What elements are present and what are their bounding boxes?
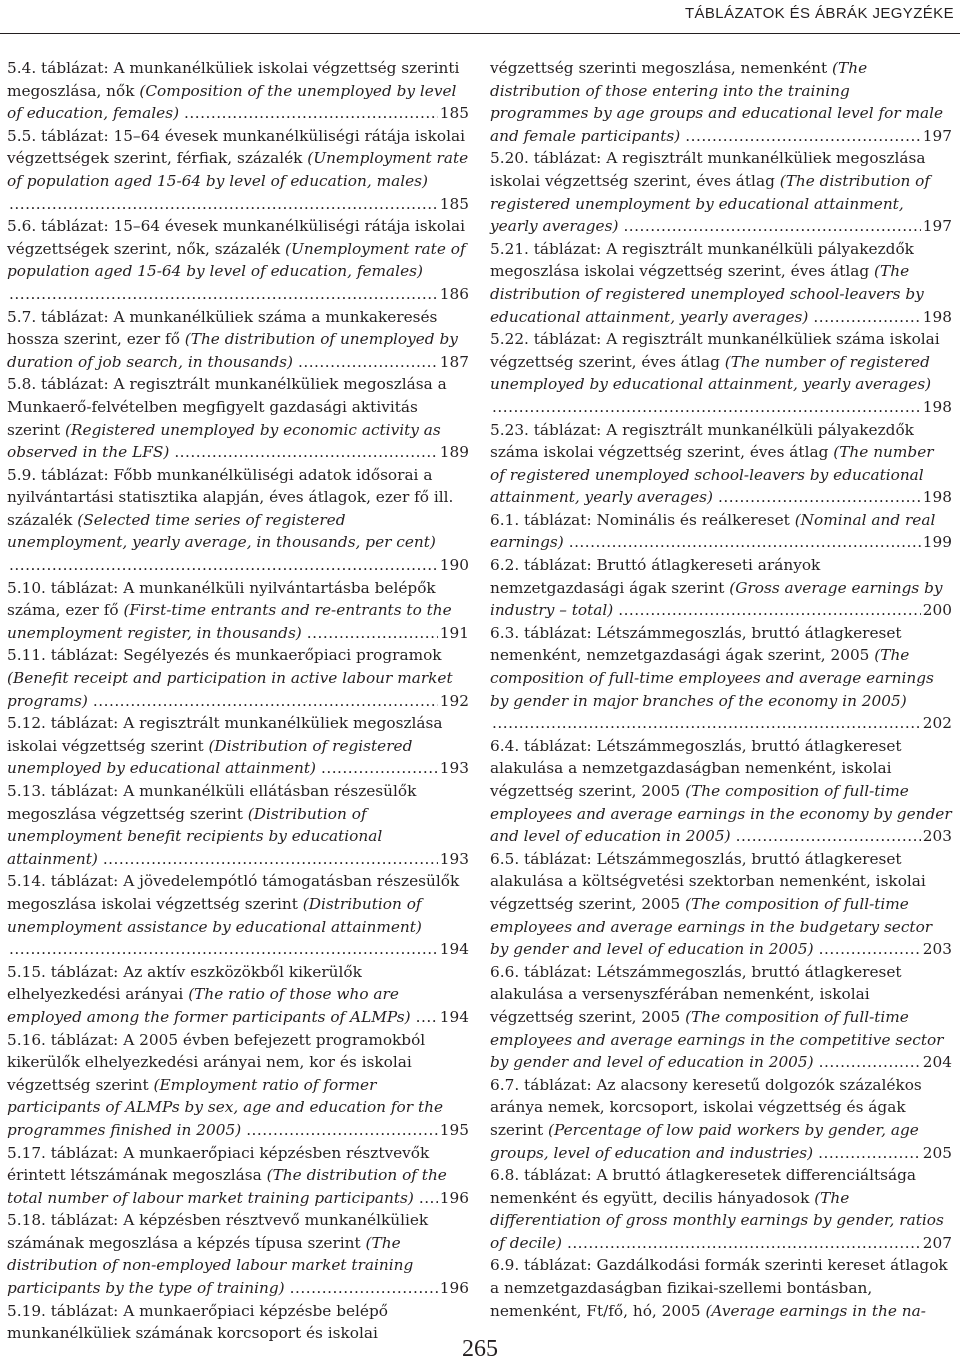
entry-text [7,872,459,935]
english-title: (The differentiation of gross monthly earnings by gender, ratios of decile) [490,1188,944,1252]
hungarian-title: A munkanélküli ellátásban részesülők megoszlása végzettség szerint [7,782,417,823]
toc-entry [7,1142,469,1210]
toc-entry [7,1029,469,1142]
english-title: (Employment ratio of former participants of ALMPs by sex, age and education for the programmes finished in 2005) [7,1075,443,1139]
leader-line [7,351,469,374]
english-title: (Unemployment rate of population aged 15-64 by level of education, females) [7,239,466,281]
english-title: (The distribution of unemployed by duration of job search, in thousands) [7,330,458,371]
hungarian-title: A regisztrált munkanélküli pályakezdők megoszlása iskolai végzettség szerint, éves átlag [490,239,914,281]
dot-leader [618,599,921,622]
hungarian-title: A regisztrált munkanélküliek megoszlása a Munkaerő-felvételben megfigyelt gazdasági aktivitás szerint [7,375,447,439]
english-title: (Average earnings in the na- [705,1301,926,1320]
toc-entry [7,712,469,780]
english-title: (First-time entrants and re-entrants to the unemployment register, in thousands) [7,601,452,642]
leader-line [7,757,469,780]
toc-entry [490,328,952,418]
page-reference: 207 [922,1233,952,1252]
leader-line [490,486,952,509]
hungarian-title: A 2005 évben befejezett programokból kikerülők elhelyezkedési arányai nem, kor és iskolai végzettség szerint [7,1030,426,1094]
dot-leader [290,1277,438,1300]
english-title: (Selected time series of registered unemployment, yearly average, in thousands, per cent) [7,510,436,552]
leader-line [7,102,469,125]
page-reference: 204 [922,1053,952,1072]
leader-line [7,554,469,577]
entry-text [7,127,468,190]
leader-line [7,690,469,713]
page-reference: 193 [439,849,469,868]
toc-entry [7,780,469,870]
header-divider [0,33,960,34]
table-number: 6.1. táblázat: [490,510,592,529]
dot-leader [492,396,921,419]
entry-text [7,466,453,552]
hungarian-title: A munkanélküliek száma a munkakeresés hossza szerint, ezer fő [7,307,438,349]
english-title: (Benefit receipt and participation in active labour market programs) [7,669,453,710]
toc-entry [7,306,469,374]
table-number: 6.5. táblázat: [490,849,592,868]
page-reference: 194 [439,940,469,959]
hungarian-title: Főbb munkanélküliségi adatok idősorai a nyilvántartási statisztika alapján, éves átlagok, ezer fő ill. százalék [7,465,454,529]
dot-leader [103,848,438,871]
english-title: (Distribution of unemployment assistance by educational attainment) [7,894,422,936]
page-reference: 200 [922,601,952,620]
leader-line [7,1277,469,1300]
page-reference: 185 [439,194,469,213]
table-number: 6.9. táblázat: [490,1256,592,1275]
english-title: (The number of registered unemployed school-leavers by educational attainment, yearly averages) [490,443,934,507]
dot-leader [419,1187,438,1210]
dot-leader [321,757,438,780]
dot-leader [9,193,438,216]
table-number: 5.20. táblázat: [490,149,602,168]
toc-entry [490,419,952,509]
table-number: 5.15. táblázat: [7,962,119,981]
entry-text [7,217,466,280]
page-reference: 197 [922,217,952,236]
table-number: 5.9. táblázat: [7,465,109,484]
english-title: (Gross average earnings by industry – total) [490,578,943,620]
hungarian-title: A munkanélküli nyilvántartásba belépők száma, ezer fő [7,578,436,620]
page-reference: 196 [439,1188,469,1207]
english-title: (Nominal and real earnings) [490,510,936,552]
left-column [7,57,469,1345]
page-reference: 191 [439,623,469,642]
toc-entry [490,1254,952,1322]
leader-line [7,622,469,645]
toc-entry [490,961,952,1074]
page-reference: 194 [439,1007,469,1026]
english-title: (The distribution of registered unemployed school-leavers by educational attainment, yearly averages) [490,262,924,326]
page-reference: 199 [922,533,952,552]
leader-line [490,396,952,419]
hungarian-title: 15–64 évesek munkanélküliségi rátája iskolai végzettségek szerint, férfiak, százalék [7,126,465,168]
leader-line [490,1051,952,1074]
table-number: 6.3. táblázat: [490,623,592,642]
table-number: 5.22. táblázat: [490,330,602,349]
dot-leader [184,102,438,125]
hungarian-title: Létszámmegoszlás, bruttó átlagkereset alakulása a nemzetgazdaságban nemenként, iskolai végzettség szerint, 2005 [490,736,902,800]
leader-line [7,1119,469,1142]
leader-line [7,848,469,871]
table-number: 5.12. táblázat: [7,714,119,733]
hungarian-title: Gazdálkodási formák szerinti kereset átlagok a nemzetgazdaságban fizikai-szellemi bontásban, nemenként, Ft/fő, hó, 2005 [490,1256,948,1320]
hungarian-title: Az alacsony keresetű dolgozók százalékos aránya nemek, korcsoport, iskolai végzettség és ágak szerint [490,1075,922,1139]
dot-leader [623,215,920,238]
dot-leader [416,1006,438,1029]
toc-entry [490,735,952,848]
table-number: 5.5. táblázat: [7,126,109,145]
hungarian-title: Létszámmegoszlás, bruttó átlagkereset alakulása a költségvetési szektorban nemenként, iskolai végzettség szerint, 2005 [490,849,926,913]
toc-entry [490,554,952,622]
page-reference: 196 [439,1279,469,1298]
page-reference: 186 [439,284,469,303]
english-title: (Distribution of registered unemployed by educational attainment) [7,736,413,778]
hungarian-title: A jövedelempótló támogatásban részesülők megoszlása iskolai végzettség szerint [7,872,460,913]
leader-line [7,441,469,464]
dot-leader [93,690,438,713]
table-number: 6.8. táblázat: [490,1166,592,1185]
leader-line [490,938,952,961]
dot-leader [174,441,437,464]
leader-line [490,1232,952,1255]
page-reference: 203 [922,940,952,959]
dot-leader [736,825,921,848]
english-title: (The composition of full-time employees and average earnings in the economy by gender and level of education in 2005) [490,782,952,846]
dot-leader [9,938,438,961]
page-reference: 187 [439,352,469,371]
english-title: (Composition of the unemployed by level of education, females) [7,81,457,123]
toc-entry [7,373,469,463]
table-number: 5.21. táblázat: [490,239,602,258]
toc-entry [7,870,469,960]
dot-leader [718,486,921,509]
leader-line [7,938,469,961]
page-reference: 205 [922,1143,952,1162]
page-reference: 203 [922,827,952,846]
dot-leader [9,554,438,577]
leader-line [490,599,952,622]
table-number: 5.4. táblázat: [7,59,109,77]
page-reference: 198 [922,397,952,416]
leader-line [490,531,952,554]
english-title: (Percentage of low paid workers by gender, age groups, level of education and industries) [490,1120,919,1162]
leader-line [490,712,952,735]
page-reference: 185 [439,104,469,123]
english-title: (The composition of full-time employees and average earnings in the competitive sector by gender and level of education in 2005) [490,1007,944,1072]
page-reference: 195 [439,1120,469,1139]
running-header: TÁBLÁZATOK ÉS ÁBRÁK JEGYZÉKE [684,5,954,22]
table-number: 5.18. táblázat: [7,1211,119,1230]
dot-leader [9,283,438,306]
right-column [490,57,952,1322]
leader-line [7,1187,469,1210]
hungarian-title: Létszámmegoszlás, bruttó átlagkereset nemenként, nemzetgazdasági ágak szerint, 2005 [490,623,902,665]
toc-entry [490,848,952,961]
table-number: 5.13. táblázat: [7,782,119,800]
english-title: (Distribution of unemployment benefit recipients by educational attainment) [7,804,383,868]
table-number: 5.10. táblázat: [7,578,119,597]
hungarian-title: Bruttó átlagkereseti arányok nemzetgazdasági ágak szerint [490,556,821,597]
english-title: (The number of registered unemployed by educational attainment, yearly averages) [490,352,932,394]
english-title: (The composition of full-time employees and average earnings by gender in major branches of the economy in 2005) [490,646,934,710]
dot-leader [818,1142,921,1165]
hungarian-title: Segélyezés és munkaerőpiaci programok [118,646,442,665]
hungarian-title: A munkaerőpiaci képzésben résztvevők érintett létszámának megoszlása [7,1143,430,1185]
english-title: (The distribution of those entering into the training programmes by age groups and educational level for male and female participants) [490,59,944,145]
hungarian-title: A regisztrált munkanélküliek megoszlása iskolai végzettség szerint, éves átlag [490,149,926,190]
leader-line [7,193,469,216]
table-number: 5.19. táblázat: [7,1301,119,1320]
table-number: 5.23. táblázat: [490,420,602,439]
hungarian-title: A regisztrált munkanélküliek száma iskolai végzettség szerint, éves átlag [490,330,940,371]
page-reference: 198 [922,307,952,326]
leader-line [490,306,952,329]
leader-line [7,283,469,306]
dot-leader [492,712,921,735]
hungarian-title: Az aktív eszközökből kikerülők elhelyezkedési arányai [7,962,362,1004]
toc-entry [7,215,469,305]
table-number: 6.6. táblázat: [490,962,592,981]
dot-leader [567,1232,921,1255]
page-number: 265 [462,1336,498,1362]
table-number: 5.17. táblázat: [7,1143,119,1162]
table-number: 5.7. táblázat: [7,307,109,326]
table-number: 5.6. táblázat: [7,217,109,236]
table-number: 6.7. táblázat: [490,1075,592,1094]
leader-line [490,125,952,148]
hungarian-title: A munkanélküliek iskolai végzettség szerinti megoszlása, nők [7,59,460,100]
toc-entry [490,622,952,735]
english-title: (The ratio of those who are employed among the former participants of ALMPs) [7,985,411,1026]
page-reference: 198 [922,488,952,507]
dot-leader [569,531,921,554]
dot-leader [685,125,921,148]
dot-leader [246,1119,438,1142]
entry-text [490,1256,948,1319]
table-number: 5.14. táblázat: [7,872,119,891]
page-reference: 192 [439,691,469,710]
leader-line [490,1142,952,1165]
toc-entry [490,147,952,237]
english-title: (Registered unemployed by economic activity as observed in the LFS) [7,420,441,462]
toc-entry [490,1164,952,1254]
hungarian-title: Létszámmegoszlás, bruttó átlagkereset alakulása a versenyszférában nemenként, iskolai végzettség szerint, 2005 [490,962,902,1026]
table-number: 5.11. táblázat: [7,646,119,665]
hungarian-title: A regisztrált munkanélküliek megoszlása iskolai végzettség szerint [7,714,443,755]
toc-entry [490,509,952,554]
page-reference: 202 [922,714,952,733]
entry-text [490,624,934,710]
hungarian-title: A munkaerőpiaci képzésbe belépő munkanélküliek számának korcsoport és iskolai [7,1301,388,1343]
english-title: (The distribution of registered unemployment by educational attainment, yearly averages) [490,171,931,236]
toc-entry [7,57,469,125]
toc-entry [490,57,952,147]
hungarian-title: 15–64 évesek munkanélküliségi rátája iskolai végzettségek szerint, nők, százalék [7,217,465,258]
dot-leader [307,622,438,645]
hungarian-title: A bruttó átlagkeresetek differenciáltsága nemenként és együtt, decilis hányadosok [490,1166,917,1207]
english-title: (The distribution of the total number of labour market training participants) [7,1166,447,1207]
toc-entry [490,238,952,328]
page-reference: 197 [922,126,952,145]
page-reference: 190 [439,556,469,575]
toc-entry [7,464,469,577]
english-title: (The distribution of non-employed labour market training participants by the type of training) [7,1233,414,1298]
dot-leader [813,306,920,329]
dot-leader [819,1051,921,1074]
leader-line [490,825,952,848]
english-title: (Unemployment rate of population aged 15-64 by level of education, males) [7,149,469,190]
table-number: 6.4. táblázat: [490,736,592,755]
page-reference: 189 [439,443,469,462]
hungarian-title: A regisztrált munkanélküli pályakezdők száma iskolai végzettség szerint, éves átlag [490,420,914,462]
toc-entry [7,577,469,645]
toc-entry [7,644,469,712]
table-number: 5.8. táblázat: [7,375,109,394]
toc-entry [7,125,469,215]
table-number: 6.2. táblázat: [490,556,592,575]
leader-line [7,1006,469,1029]
toc-entry [490,1074,952,1164]
page-reference: 193 [439,759,469,778]
hungarian-title: végzettség szerinti megoszlása, nemenként [490,59,833,77]
toc-entry [7,961,469,1029]
hungarian-title: Nominális és reálkereset [591,510,795,529]
dot-leader [298,351,438,374]
hungarian-title: A képzésben résztvevő munkanélküliek számának megoszlása a képzés típusa szerint [7,1211,429,1252]
english-title: (The composition of full-time employees and average earnings in the budgetary sector by gender and level of education in 2005) [490,894,933,959]
leader-line [490,215,952,238]
table-number: 5.16. táblázat: [7,1030,119,1049]
entry-text [490,330,940,393]
dot-leader [819,938,921,961]
toc-entry [7,1209,469,1299]
